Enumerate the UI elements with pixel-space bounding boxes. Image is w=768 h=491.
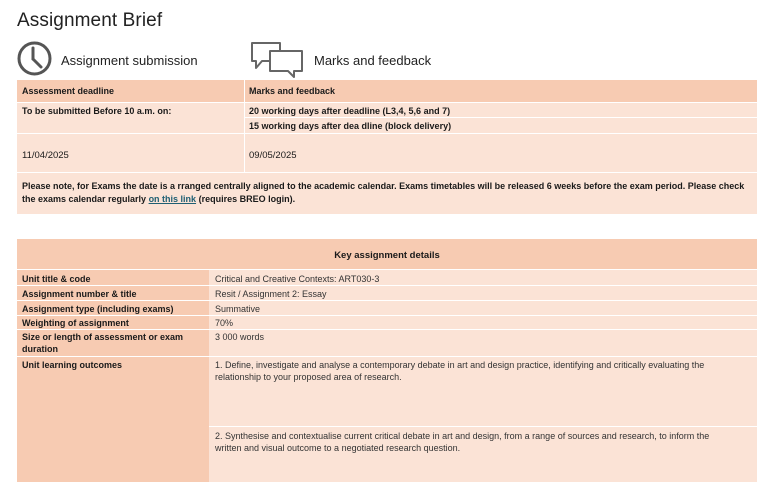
row-label-learning-outcomes: Unit learning outcomes xyxy=(22,360,123,370)
exam-note-suffix: (requires BREO login). xyxy=(196,194,296,204)
row-value-assignment-number: Resit / Assignment 2: Essay xyxy=(215,289,327,299)
chat-bubbles-icon xyxy=(250,41,304,79)
clock-icon xyxy=(16,40,53,77)
icon-row xyxy=(16,40,756,76)
submit-deadline-text: To be submitted Before 10 a.m. on: xyxy=(22,106,172,116)
details-table-header xyxy=(17,239,757,269)
marks-feedback-label: Marks and feedback xyxy=(314,53,432,68)
row-label-assignment-number: Assignment number & title xyxy=(22,289,137,299)
feedback-date: 09/05/2025 xyxy=(249,150,297,161)
deadline-date: 11/04/2025 xyxy=(22,150,69,161)
page-title: Assignment Brief xyxy=(17,10,163,31)
deadline-table xyxy=(17,80,757,214)
row-label-assignment-type: Assignment type (including exams) xyxy=(22,304,174,314)
learning-outcome-2: 2. Synthesise and contextualise current critical debate in art and design, from a range of sources and research, to inform the written and visual outcome to a negotiated research question. xyxy=(215,431,710,453)
row-value-unit-title: Critical and Creative Contexts: ART030-3 xyxy=(215,274,380,284)
exam-note-text: Please note, for Exams the date is a rranged centrally aligned to the academic calendar. Exams timetables will be released 6 weeks before the exam period. Please check the exams calendar regularly xyxy=(22,181,745,204)
header-marks-feedback: Marks and feedback xyxy=(249,86,336,96)
header-assessment-deadline: Assessment deadline xyxy=(22,86,115,96)
row-label-unit-title: Unit title & code xyxy=(22,274,91,284)
row-value-assignment-type: Summative xyxy=(215,304,261,314)
row-value-size: 3 000 words xyxy=(215,332,265,342)
exam-note xyxy=(22,180,752,206)
row-value-weighting: 70% xyxy=(215,318,234,328)
feedback-working-days: 20 working days after deadline (L3,4, 5,6 and 7) xyxy=(249,106,451,116)
feedback-block-delivery: 15 working days after dea dline (block delivery) xyxy=(249,121,452,131)
row-label-size: Size or length of assessment or exam duration xyxy=(22,332,184,354)
details-table-title: Key assignment details xyxy=(334,250,440,261)
exams-calendar-link[interactable]: on this link xyxy=(148,194,197,204)
assignment-submission-label: Assignment submission xyxy=(61,53,198,68)
assignment-details-table xyxy=(17,239,757,482)
row-label-weighting: Weighting of assignment xyxy=(22,318,129,328)
learning-outcome-1: 1. Define, investigate and analyse a contemporary debate in art and design practice, identifying and critically evaluating the relationship to your proposed area of research. xyxy=(215,360,705,382)
deadline-table-header xyxy=(17,80,757,102)
